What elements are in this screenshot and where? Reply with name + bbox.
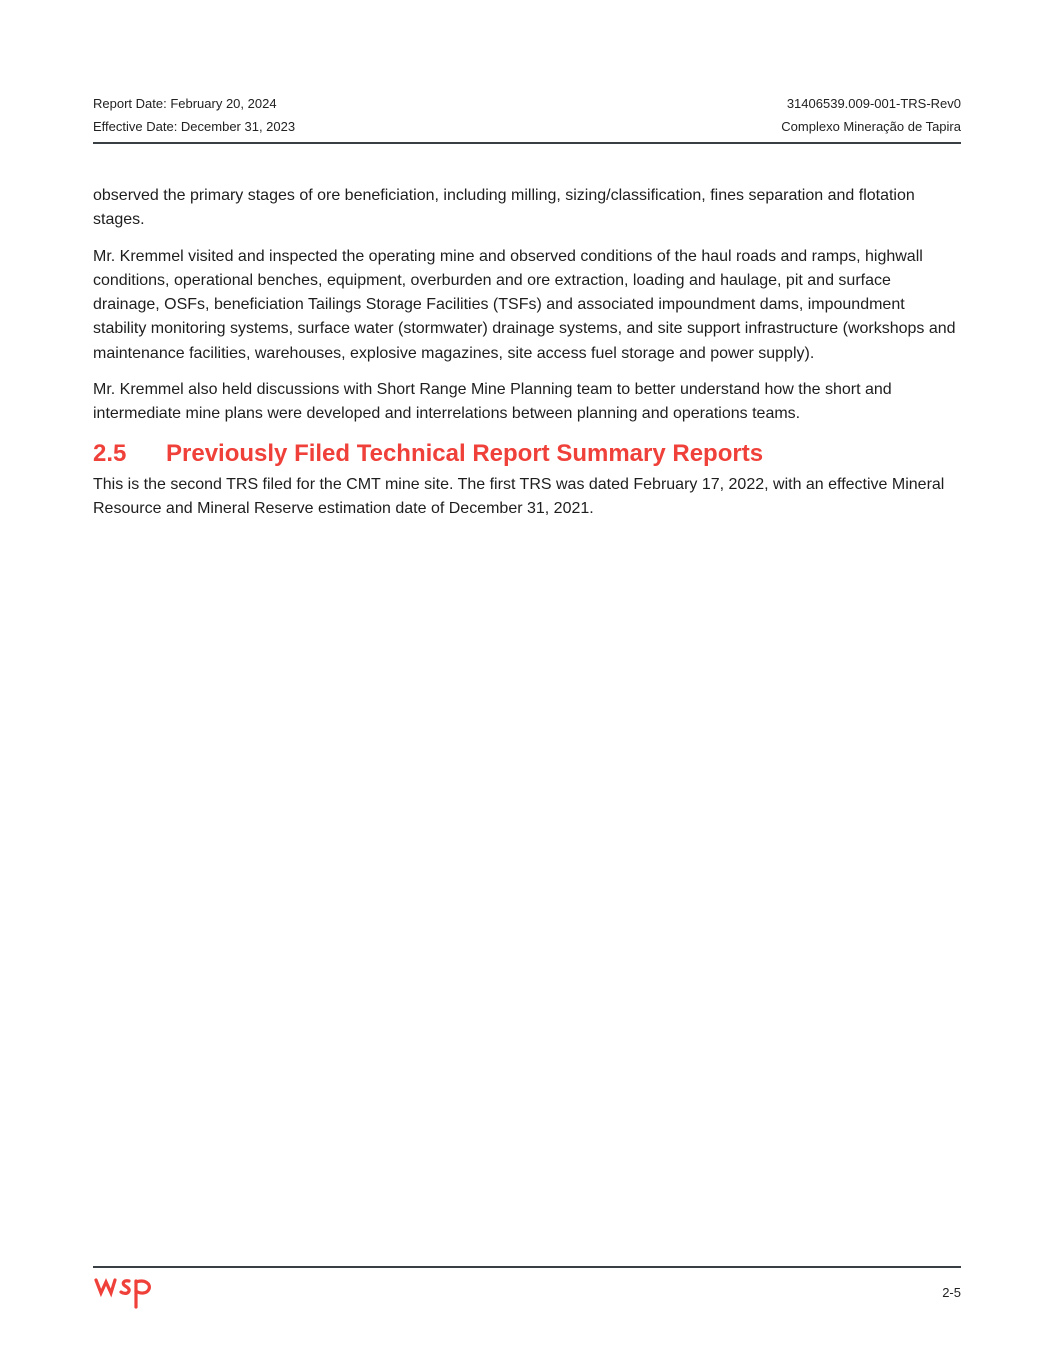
page-number: 2-5 [942, 1285, 961, 1300]
document-number: 31406539.009-001-TRS-Rev0 [786, 96, 961, 111]
section-paragraph: This is the second TRS filed for the CMT mine site. The first TRS was dated February 17, 2022, with an effective Mineral Resource and Mineral Reserve estimation date of December 31, 2021. [93, 475, 945, 517]
effective-date: Effective Date: December 31, 2023 [93, 119, 296, 134]
section-heading [93, 439, 961, 469]
body-content [93, 184, 961, 533]
project-name: Complexo Mineração de Tapira [781, 119, 961, 134]
header-row-top [93, 92, 961, 115]
body-paragraph: Mr. Kremmel also held discussions with Short Range Mine Planning team to better understand how the short and intermediate mine plans were developed and interrelations between planning and operations teams. [93, 381, 892, 423]
section-number: 2.5 [93, 439, 127, 467]
section-title: Previously Filed Technical Report Summary Reports [166, 439, 764, 467]
body-paragraph: Mr. Kremmel visited and inspected the operating mine and observed conditions of the haul roads and ramps, highwall conditions, operational benches, equipment, overburden and ore extraction, loading and haulage, pit and surface drainage, OSFs, beneficiation Tailings Storage Facilities (TSFs) and associated impoundment dams, impoundment stability monitoring systems, surface water (stormwater) drainage systems, and site support infrastructure (workshops and maintenance facilities, warehouses, explosive magazines, site access fuel storage and power supply). [93, 247, 956, 362]
report-date: Report Date: February 20, 2024 [93, 96, 277, 111]
footer-divider [93, 1266, 961, 1268]
wsp-logo-icon [93, 1274, 157, 1310]
body-paragraph: observed the primary stages of ore beneficiation, including milling, sizing/classification, fines separation and flotation stages. [93, 187, 915, 229]
page-header [93, 92, 961, 144]
header-row-bottom [93, 115, 961, 138]
